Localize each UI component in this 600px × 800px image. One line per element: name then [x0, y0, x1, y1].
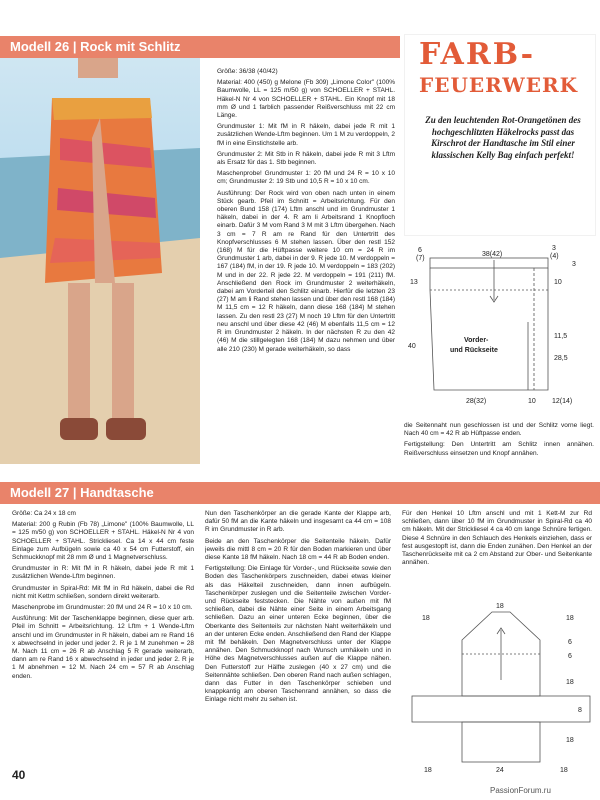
callout-box [404, 34, 596, 236]
bag-label-18a: 18 [422, 615, 430, 622]
bag-label-24: 24 [496, 767, 504, 774]
model27-gauge: Maschenprobe im Grundmuster: 20 fM und 24 R = 10 x 10 cm. [12, 604, 193, 612]
model27-column-2 [205, 510, 391, 792]
model26-seam-text: die Seitennaht nun geschlossen ist und der Schlitz vorne liegt. Nach 40 cm = 42 R ab Hüftpasse enden. [404, 422, 594, 438]
model-photo-illustration [0, 58, 200, 464]
callout-text: Zu den leuchtenden Rot-Orangetönen des hochgeschlitzten Häkelrocks passt das Kirschrot der Handtasche im Stil einer klassischen Kelly Bag einfach perfekt! [425, 115, 581, 160]
skirt-label-28-5: 28,5 [554, 355, 568, 362]
skirt-label-10b: 10 [528, 398, 536, 405]
bag-label-18e: 18 [566, 737, 574, 744]
model26-header-band [0, 36, 400, 58]
skirt-label-7: (7) [416, 255, 425, 262]
model27-pattern-rows: Grundmuster in R: Mit fM in R häkeln, dabei jede R mit 1 zusätzlichen Wende-Lftm beginnen. [12, 565, 194, 581]
model26-continuation [404, 422, 594, 468]
skirt-label-40: 40 [408, 343, 416, 350]
model26-instructions: Ausführung: Der Rock wird von oben nach unten in einem Stück gearb. Pfeil im Schnitt = Arbeitsrichtung. Für den oberen Bund 158 (174) Lftm anschl und im Grundmuster 1 häkeln, dabei in der 4. R am li Arbeitsrand 1 Knopfloch einarb. Dafür 3 M vom Rand 3 M mit 3 Lftm übergehen. Nach 3 cm = 7 R am re Rand für den Untertritt des Knopfverschlusses 6 M stehen lassen. Über den restl 152 (168) M für die Hüftpasse weitere 10 cm = 24 R im Grundmuster 1 arb, dabei in der 9. R jede 10. M verdoppeln = 167 (184) fM, in der 19. R jede 10. M verdoppeln = 183 (202) M und in der 22. R jede 22. M verdoppeln = 191 (211) fM. Anschließend den Rock im Grundmuster 2 weiterhäkeln, dabei am Vorderteil den Schlitz einarb. Hierfür die letzten 23 (27) M am li Rand stehen lassen und über den restl 168 (184) M 11,5 cm = 12 R häkeln, dann diese 168 (184) M stehen lassen. Zu den restl 23 (27) M noch 19 Lftm für den Untertritt neu anschl und über diese 42 (46) M ebenfalls 11,5 cm = 12 R im Grundmuster 2 häkeln. In der nächsten R zu den 42 (46) M die stillgelegten 168 (184) M dazu nehmen und über alle 210 (230) M gerade weiterhäkeln, so dass [217, 189, 395, 353]
skirt-label-4: (4) [550, 253, 559, 260]
skirt-label-3a: 3 [552, 245, 556, 252]
callout-heading-2: FEUERWERK [419, 73, 579, 97]
model26-title: Modell 26 | Rock mit Schlitz [10, 39, 181, 54]
bag-label-18d: 18 [566, 679, 574, 686]
model26-text-column [217, 68, 395, 466]
model27-size: Größe: Ca 24 x 18 cm [12, 510, 76, 517]
model27-column-1 [12, 510, 194, 766]
model27-sides-text: Beide an den Taschenkörper die Seitenteile häkeln. Dafür jeweils die mittl 8 cm = 20 R für den Boden markieren und über diese Kante 18 fM häkeln. Nach 18 cm = 44 R ab Boden enden. [205, 537, 391, 562]
skirt-label-width: 38(42) [482, 251, 503, 258]
skirt-label-11-5: 11,5 [554, 333, 568, 340]
skirt-label-12-14: 12(14) [552, 398, 573, 405]
skirt-photo [0, 58, 200, 464]
skirt-label-13: 13 [410, 279, 418, 286]
model27-column-3 [402, 510, 592, 576]
bag-label-6a: 6 [568, 639, 572, 646]
footer-watermark: PassionForum.ru [490, 786, 551, 795]
model26-pattern1: Grundmuster 1: Mit fM in R häkeln, dabei jede R mit 1 zusätzlichen Wende-Lftm beginnen. Um 1 M zu verdoppeln, 2 fM in eine Einstichstelle arb. [217, 123, 395, 147]
bag-diagram [400, 600, 596, 780]
bag-label-18b: 18 [496, 603, 504, 610]
model27-instructions: Ausführung: Mit der Taschenklappe beginnen, diese quer arb. Pfeil im Schnitt = Arbeitsrichtung. 12 Lftm + 1 Wende-Lftm anschl und im Grundmuster in R häkeln, dabei am re Rand 16 x abwechselnd in jeder und jeder 2. R je 1 M zunehmen = 28 M. Nach 11 cm = 26 R ab Anschlag 5 R gerade weiterarb, dann am re Rand 16 x abwechselnd in jeder und jeder 2. R je 1 M abnehmen = 12 M. Nach 24 cm = 57 R ab Anschlag enden. [12, 615, 194, 680]
model27-header-band [0, 482, 600, 504]
model26-size: Größe: 36/38 (40/42) [217, 68, 278, 75]
model27-handle-text: Für den Henkel 10 Lftm anschl und mit 1 Kett-M zur Rd schließen, dann über 10 fM im Grundmuster in Spiral-Rd ca 40 cm häkeln. Mit der Strickliesel 4 ca 40 cm lange Schnüre fertigen. Diese 4 Schnüre in den Schlauch des Henkels einziehen, dass er fest ausgestopft ist, dann die Enden zunähen. Den Henkel an der Taschenrückseite mit ca 2 cm Abstand zur Ober- und Seitenkante annähen. [402, 510, 592, 567]
bag-label-18g: 18 [560, 767, 568, 774]
model26-material: Material: 400 (450) g Melone (Fb 309) „Limone Color" (100% Baumwolle, LL = 125 m/50 g) von SCHOELLER + STAHL. Häkel-N Nr 4 von SCHOELLER + STAHL. Ein Knopf mit 18 mm Ø und 1 farblich passender Reißverschluss mit 22 cm Länge. [217, 79, 395, 120]
model27-title: Modell 27 | Handtasche [10, 485, 154, 500]
bag-label-8: 8 [578, 707, 582, 714]
bag-label-18c: 18 [566, 615, 574, 622]
model26-gauge: Maschenprobe! Grundmuster 1: 20 fM und 24 R = 10 x 10 cm; Grundmuster 2: 19 Stb und 10,5 R = 10 x 10 cm. [217, 170, 395, 186]
model27-finishing-text: Fertigstellung: Die Einlage für Vorder-, und Rückseite sowie den Boden des Taschenkörpers zuschneiden, dabei etwas kleiner als das Häkelteil zuschneiden, dann innen aufbügeln. Taschenkörper zuslegen und die Seitenteile zwischen Vorder- und Rückseite feststecken. Die Nähte von außen mit fM schließen, dabei die Nähte einer Seite in einem Arbeitsgang schließen. Dazu an einer unteren Ecke beginnen, über die Oberkante des Seitenteils zur nächsten Naht weiterhäkeln und an der unteren Ecke enden. Anschließend den Rand der Klappe mit fM behäkeln. Den Magnetverschluss unter der Klappe annähen. Den Schmuckknopf nach Wunsch umhäkeln und in Höhe des Magnetverschlusses außen auf die Klappe nähen. Den Futterstoff zur Hälfte zuslegen (40 x 27 cm) und die Seitennähte schließen. Den oberen Rand nach außen schlagen, dann das Futter in den Taschenkörper schieben und knappkantig am oberen Taschenrand annähen, so dass die Einlage nicht mehr zu sehen ist. [205, 565, 391, 704]
model27-body-text: Nun den Taschenkörper an die gerade Kante der Klappe arb, dafür 50 fM an die Kante häkeln und insgesamt ca 44 cm = 108 R im Grundmuster in R arb. [205, 510, 391, 534]
page-number: 40 [12, 768, 26, 782]
model26-pattern2: Grundmuster 2: Mit Stb in R häkeln, dabei jede R mit 3 Lftm als Ersatz für das 1. Stb beginnen. [217, 150, 395, 167]
skirt-label-3b: 3 [572, 261, 576, 268]
skirt-diagram [404, 240, 600, 420]
bag-label-18f: 18 [424, 767, 432, 774]
skirt-label-28-32: 28(32) [466, 398, 487, 405]
model27-material: Material: 200 g Rubin (Fb 78) „Limone" (100% Baumwolle, LL = 125 m/50 g) von SCHOELLER + STAHL. Häkel-N Nr 4 von SCHOELLER + STAHL. Strickliesel. Ca 14 x 44 cm feste Einlage zum Aufbügeln sowie ca 40 x 54 cm Futterstoff, ein Schmuckknopf mit 28 mm Ø und 1 Magnetverschluss. [12, 521, 194, 562]
skirt-label-front: Vorder- [464, 337, 489, 344]
skirt-label-6: 6 [418, 247, 422, 254]
callout-heading-1: FARB- [419, 37, 536, 72]
model27-pattern-spiral: Grundmuster in Spiral-Rd: Mit fM in Rd häkeln, dabei die Rd nicht mit Kettm schließen, sondern direkt weiterarb. [12, 584, 194, 600]
skirt-label-back: und Rückseite [450, 347, 498, 354]
model26-finishing: Fertigstellung: Den Untertritt am Schlitz innen annähen. Reißverschluss einsetzen und Knopf annähen. [404, 441, 594, 457]
skirt-label-10: 10 [554, 279, 562, 286]
bag-label-6b: 6 [568, 653, 572, 660]
